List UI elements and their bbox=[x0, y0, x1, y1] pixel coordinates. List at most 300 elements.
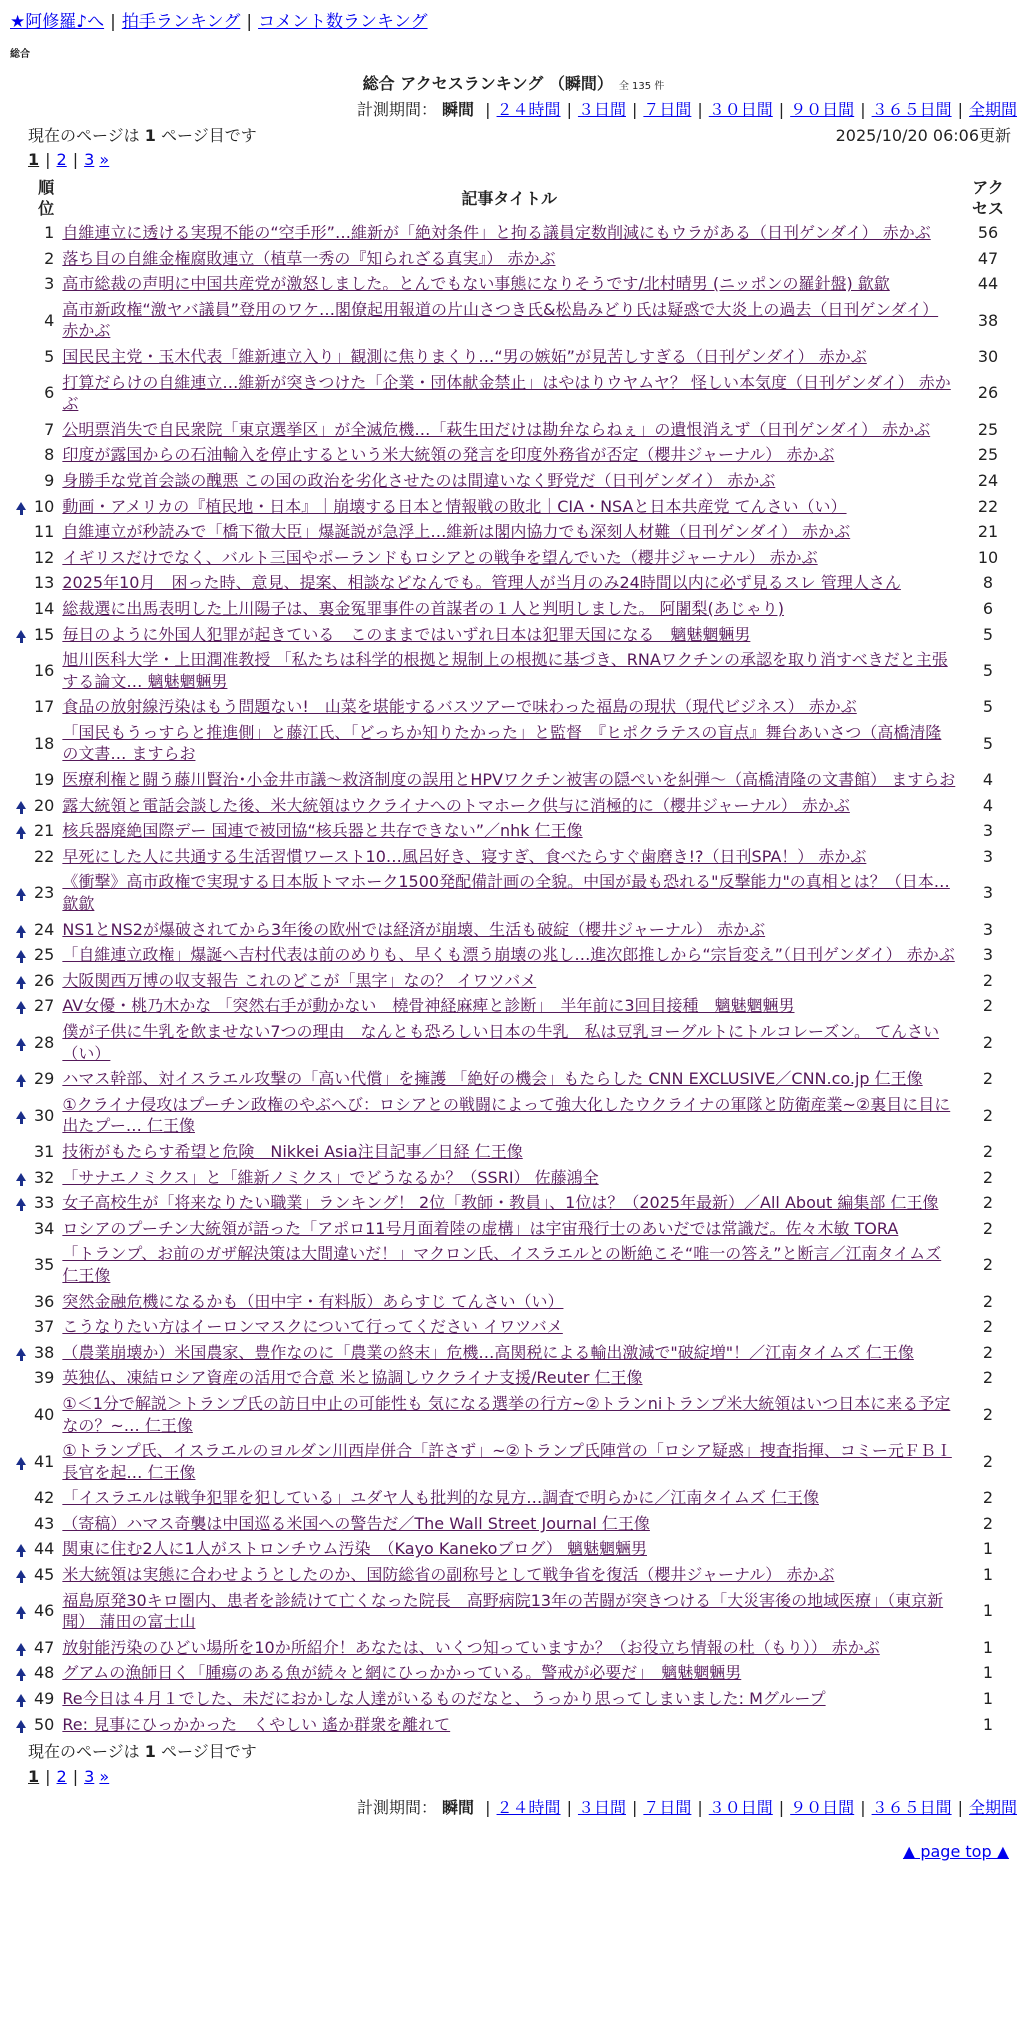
table-row bbox=[10, 442, 1018, 468]
article-title-link[interactable]: 総裁選に出馬表明した上川陽子は、裏金冤罪事件の首謀者の１人と判明しました。 阿闍梨(あじゃり) bbox=[62, 598, 784, 618]
rank-change-cell bbox=[10, 417, 32, 443]
period-links bbox=[479, 1798, 1017, 1817]
article-title-link[interactable]: 「イスラエルは戦争犯罪を犯している」ユダヤ人も批判的な見方…調査で明らかに／江南タイムズ 仁王像 bbox=[62, 1488, 819, 1508]
article-title-link[interactable]: 大阪関西万博の収支報告 これのどこが「黒字」なの？ イワツバメ bbox=[62, 970, 537, 990]
article-title-cell bbox=[60, 1391, 958, 1438]
rank-change-cell bbox=[10, 793, 32, 819]
rank-change-cell bbox=[10, 519, 32, 545]
table-row bbox=[10, 1190, 1018, 1216]
rank-change-cell bbox=[10, 1511, 32, 1537]
rank-number: 19 bbox=[34, 770, 55, 790]
article-title-cell bbox=[60, 942, 958, 968]
rank-change-cell bbox=[10, 1092, 32, 1139]
article-title-link[interactable]: 打算だらけの自維連立…維新が突きつけた「企業・団体献金禁止」はやはりウヤムヤ？ 怪しい本気度（日刊ゲンダイ） 赤かぶ bbox=[62, 372, 951, 414]
table-row bbox=[10, 1588, 1018, 1635]
article-title-cell bbox=[60, 1365, 958, 1391]
article-title-cell bbox=[60, 647, 958, 694]
period-link[interactable]: ３６５日間 bbox=[871, 1798, 952, 1818]
access-count: 8 bbox=[982, 573, 994, 593]
article-title-link[interactable]: イギリスだけでなく、バルト三国やポーランドもロシアとの戦争を望んでいた（櫻井ジャーナル） 赤かぶ bbox=[62, 547, 818, 567]
rank-change-cell bbox=[10, 622, 32, 648]
table-row bbox=[10, 1365, 1018, 1391]
rank-number: 43 bbox=[34, 1513, 55, 1533]
article-title-cell bbox=[60, 968, 958, 994]
access-count: 2 bbox=[982, 1488, 994, 1508]
table-row bbox=[10, 1216, 1018, 1242]
rank-number: 2 bbox=[44, 248, 55, 268]
article-title-cell bbox=[60, 468, 958, 494]
article-title-cell bbox=[60, 767, 958, 793]
arrow-up-icon bbox=[16, 1668, 26, 1676]
access-count: 2 bbox=[982, 970, 994, 990]
article-title-cell bbox=[60, 694, 958, 720]
article-title-link[interactable]: 国民民主党・玉木代表「維新連立入り」観測に焦りまくり…“男の嫉妬”が見苦しすぎる（日刊ゲンダイ） 赤かぶ bbox=[62, 346, 867, 366]
access-count: 24 bbox=[977, 470, 999, 490]
page-indicator-bottom bbox=[28, 1741, 257, 1763]
article-title-link[interactable]: 自維連立に透ける実現不能の“空手形”…維新が「絶対条件」と拘る議員定数削減にもウラがある（日刊ゲンダイ） 赤かぶ bbox=[62, 223, 931, 242]
updated-time: 2025/10/20 06:06更新 bbox=[835, 125, 1011, 145]
arrow-up-icon bbox=[16, 1570, 26, 1578]
article-title-link[interactable]: 核兵器廃絶国際デー 国連で被団協“核兵器と共存できない”／nhk 仁王像 bbox=[62, 821, 583, 841]
access-count: 3 bbox=[982, 883, 994, 903]
rank-number: 12 bbox=[34, 547, 55, 567]
access-count: 3 bbox=[982, 945, 994, 965]
article-title-cell bbox=[60, 246, 958, 272]
rank-number: 11 bbox=[34, 522, 55, 542]
total-count: 全 135 件 bbox=[618, 81, 665, 93]
rank-number: 33 bbox=[34, 1193, 55, 1213]
pager-bottom bbox=[10, 1766, 1017, 1788]
rank-number: 25 bbox=[34, 945, 55, 965]
article-title-cell bbox=[60, 1562, 958, 1588]
article-title-cell bbox=[60, 1314, 958, 1340]
applause-ranking-link[interactable]: 拍手ランキング bbox=[121, 12, 241, 32]
table-row bbox=[10, 1314, 1018, 1340]
period-link[interactable]: ２４時間 bbox=[496, 1798, 561, 1818]
article-title-link[interactable]: 高市新政権“激ヤバ議員”登用のワケ…閣僚起用報道の片山さつき氏&松島みどり氏は疑惑で大炎上の過去（日刊ゲンダイ） 赤かぶ bbox=[62, 299, 939, 341]
table-row bbox=[10, 1712, 1018, 1738]
rank-number: 15 bbox=[34, 624, 55, 644]
period-label: 計測期間： bbox=[356, 1798, 437, 1818]
pager-link[interactable]: 2 bbox=[56, 1766, 67, 1786]
rank-change-cell bbox=[10, 1438, 32, 1485]
rank-change-cell bbox=[10, 596, 32, 622]
article-title-cell bbox=[60, 370, 958, 417]
article-title-cell bbox=[60, 545, 958, 571]
article-title-cell bbox=[60, 570, 958, 596]
rank-number: 35 bbox=[34, 1255, 55, 1275]
article-title-cell bbox=[60, 793, 958, 819]
rank-number: 45 bbox=[34, 1565, 55, 1585]
arrow-up-icon bbox=[16, 1544, 26, 1552]
arrow-up-icon bbox=[16, 1348, 26, 1356]
article-title-link[interactable]: Re今日は４月１でした、未だにおかしな人達がいるものだなと、うっかり思ってしまいました: Mグループ bbox=[62, 1689, 826, 1709]
table-row bbox=[10, 818, 1018, 844]
article-title-cell bbox=[60, 519, 958, 545]
article-title-link[interactable]: 「自維連立政権」爆誕へ吉村代表は前のめりも、早くも漂う崩壊の兆し…進次郎推しから“宗旨変え”（日刊ゲンダイ） 赤かぶ bbox=[62, 945, 955, 965]
table-row bbox=[10, 1241, 1018, 1288]
period-link[interactable]: ７日間 bbox=[643, 100, 692, 120]
period-current: 瞬間 bbox=[442, 1798, 475, 1818]
table-row bbox=[10, 647, 1018, 694]
article-title-cell bbox=[60, 1066, 958, 1092]
article-title-link[interactable]: 女子高校生が「将来なりたい職業」ランキング！ 2位「教師・教員」、1位は？（2025年最新）／All About 編集部 仁王像 bbox=[62, 1193, 939, 1213]
table-row bbox=[10, 1019, 1018, 1066]
access-count: 2 bbox=[982, 1032, 994, 1052]
table-row bbox=[10, 767, 1018, 793]
pager-current: 1 bbox=[28, 150, 40, 170]
article-title-cell bbox=[60, 220, 958, 246]
period-separator: | bbox=[957, 100, 963, 120]
rank-change-cell bbox=[10, 1019, 32, 1066]
arrow-up-icon bbox=[16, 1694, 26, 1702]
arrow-up-icon bbox=[16, 1643, 26, 1651]
article-title-cell bbox=[60, 596, 958, 622]
article-title-cell bbox=[60, 1712, 958, 1738]
access-count: 2 bbox=[982, 1105, 994, 1125]
rank-change-cell bbox=[10, 968, 32, 994]
page-suffix: ページ目です bbox=[161, 125, 257, 145]
period-link[interactable]: 全期間 bbox=[968, 100, 1017, 120]
article-title-cell bbox=[60, 1438, 958, 1485]
pager-current: 1 bbox=[28, 1766, 40, 1786]
rank-change-cell bbox=[10, 1066, 32, 1092]
access-count: 2 bbox=[982, 1404, 994, 1424]
bottom-block bbox=[10, 1741, 1017, 1862]
article-title-cell bbox=[60, 1588, 958, 1635]
rank-number: 13 bbox=[34, 573, 55, 593]
article-title-link[interactable]: 関東に住む2人に1人がストロンチウム汚染 （Kayo Kanekoブログ） 魑魅魍魎男 bbox=[62, 1539, 647, 1559]
article-title-cell bbox=[60, 1289, 958, 1315]
article-title-link[interactable]: 落ち目の自維金権腐敗連立（植草一秀の『知られざる真実』） 赤かぶ bbox=[62, 248, 556, 268]
rank-number: 9 bbox=[44, 470, 55, 490]
arrow-up-icon bbox=[16, 888, 26, 896]
rank-number: 28 bbox=[34, 1032, 55, 1052]
page-title bbox=[10, 73, 1017, 95]
table-row bbox=[10, 220, 1018, 246]
table-row bbox=[10, 968, 1018, 994]
page-top bbox=[10, 1841, 1017, 1863]
rank-change-cell bbox=[10, 344, 32, 370]
article-title-cell bbox=[60, 1165, 958, 1191]
rank-number: 30 bbox=[34, 1105, 55, 1125]
article-title-link[interactable]: 「トランプ、お前のガザ解決策は大間違いだ！」マクロン氏、イスラエルとの断絶こそ“唯一の答え”と断言／江南タイムズ 仁王像 bbox=[62, 1244, 942, 1285]
article-title-cell bbox=[60, 271, 958, 297]
comment-ranking-link[interactable]: コメント数ランキング bbox=[258, 12, 428, 32]
rank-number: 16 bbox=[34, 660, 55, 680]
table-row bbox=[10, 1391, 1018, 1438]
access-count: 2 bbox=[982, 1451, 994, 1471]
article-title-link[interactable]: ロシアのプーチン大統領が語った「アポロ11号月面着陸の虚構」は宇宙飛行士のあいだでは常識だ。佐々木敏 TORA bbox=[62, 1218, 899, 1238]
article-title-link[interactable]: 食品の放射線汚染はもう問題ない! 山菜を堪能するバスツアーで味わった福島の現状（現代ビジネス） 赤かぶ bbox=[62, 697, 857, 717]
access-count: 2 bbox=[982, 1218, 994, 1238]
article-title-link[interactable]: 医療利権と闘う藤川賢治･小金井市議～救済制度の誤用とHPVワクチン被害の隠ぺいを糾弾～（高橋清隆の文書館） ますらお bbox=[62, 770, 956, 790]
nav-separator: | bbox=[246, 12, 253, 32]
rank-change-cell bbox=[10, 1216, 32, 1242]
access-count: 3 bbox=[982, 919, 994, 939]
rank-number: 48 bbox=[34, 1663, 55, 1683]
rank-change-cell bbox=[10, 1190, 32, 1216]
rank-number: 42 bbox=[34, 1488, 55, 1508]
rank-number: 21 bbox=[34, 821, 55, 841]
period-separator: | bbox=[485, 1798, 491, 1818]
period-selector-top bbox=[10, 99, 1017, 121]
article-title-link[interactable]: 身勝手な党首会談の醜悪 この国の政治を劣化させたのは間違いなく野党だ（日刊ゲンダイ） 赤かぶ bbox=[62, 470, 776, 490]
article-title-cell bbox=[60, 869, 958, 916]
rank-number: 1 bbox=[44, 223, 55, 242]
rank-change-cell bbox=[10, 1536, 32, 1562]
rank-change-cell bbox=[10, 442, 32, 468]
article-title-link[interactable]: 印度が露国からの石油輸入を停止するという米大統領の発言を印度外務省が否定（櫻井ジャーナル） 赤かぶ bbox=[62, 445, 835, 465]
rank-change-cell bbox=[10, 869, 32, 916]
article-title-link[interactable]: 「国民もうっすらと推進側」と藤江氏、「どっちか知りたかった」と監督 『ヒポクラテスの盲点』舞台あいさつ（高橋清隆の文書… ますらお bbox=[62, 722, 942, 764]
table-row bbox=[10, 1562, 1018, 1588]
rank-number: 29 bbox=[34, 1069, 55, 1089]
table-row bbox=[10, 468, 1018, 494]
article-title-cell bbox=[60, 1241, 958, 1288]
rank-number: 3 bbox=[44, 274, 55, 294]
pager-next[interactable]: » bbox=[99, 1766, 110, 1786]
period-link[interactable]: ９０日間 bbox=[790, 1798, 855, 1818]
access-count: 1 bbox=[982, 1539, 994, 1559]
rank-number: 26 bbox=[34, 970, 55, 990]
period-link[interactable]: 全期間 bbox=[968, 1798, 1017, 1818]
article-title-link[interactable]: 米大統領は実態に合わせようとしたのか、国防総省の副称号として戦争省を復活（櫻井ジャーナル） 赤かぶ bbox=[62, 1565, 835, 1585]
access-count: 2 bbox=[982, 1141, 994, 1161]
rank-change-cell bbox=[10, 220, 32, 246]
article-title-link[interactable]: 放射能汚染のひどい場所を10か所紹介！あなたは、いくつ知っていますか？（お役立ち情報の杜（もり）） 赤かぶ bbox=[62, 1637, 880, 1657]
article-title-link[interactable]: 2025年10月 困った時、意見、提案、相談などなんでも。管理人が当月のみ24時間以内に必ず見るスレ 管理人さん bbox=[62, 573, 901, 593]
pager-link[interactable]: 3 bbox=[84, 150, 95, 170]
nav-separator: | bbox=[110, 12, 116, 32]
article-title-link[interactable]: 旭川医科大学・上田潤准教授 「私たちは科学的根拠と規制上の根拠に基づき、RNAワクチンの承認を取り消すべきだと主張する論文… 魑魅魍魎男 bbox=[62, 650, 948, 691]
article-title-cell bbox=[60, 344, 958, 370]
article-title-link[interactable]: 露大統領と電話会談した後、米大統領はウクライナへのトマホーク供与に消極的に（櫻井ジャーナル） 赤かぶ bbox=[62, 795, 850, 815]
article-title-link[interactable]: AV女優・桃乃木かな 「突然右手が動かない 橈骨神経麻痺と診断」 半年前に3回目接種 魑魅魍魎男 bbox=[62, 996, 795, 1016]
table-row bbox=[10, 1438, 1018, 1485]
article-title-link[interactable]: 毎日のように外国人犯罪が起きている このままではいずれ日本は犯罪天国になる 魑魅魍魎男 bbox=[62, 624, 751, 644]
article-title-link[interactable]: 公明票消失で自民衆院「東京選挙区」が全滅危機…「萩生田だけは勘弁ならねぇ」の遺恨消えず（日刊ゲンダイ） 赤かぶ bbox=[62, 419, 931, 439]
period-link[interactable]: ３６５日間 bbox=[871, 100, 952, 120]
page-suffix: ページ目です bbox=[161, 1742, 257, 1762]
home-link[interactable]: ★阿修羅♪へ bbox=[10, 12, 105, 32]
period-separator: | bbox=[566, 100, 572, 120]
access-count: 2 bbox=[982, 1291, 994, 1311]
rank-number: 20 bbox=[34, 795, 55, 815]
table-row bbox=[10, 942, 1018, 968]
rank-number: 39 bbox=[34, 1368, 55, 1388]
ranking-title: 総合 アクセスランキング （瞬間） bbox=[362, 74, 613, 94]
article-title-cell bbox=[60, 993, 958, 1019]
table-row bbox=[10, 1139, 1018, 1165]
period-selector-bottom bbox=[10, 1797, 1017, 1819]
period-separator: | bbox=[697, 100, 703, 120]
access-count: 44 bbox=[977, 274, 999, 294]
rank-header: 順位 bbox=[38, 177, 55, 219]
access-count: 2 bbox=[982, 1255, 994, 1275]
arrow-up-icon bbox=[16, 1457, 26, 1465]
pager-separator: | bbox=[72, 1766, 79, 1786]
table-row bbox=[10, 993, 1018, 1019]
article-title-link[interactable]: 僕が子供に牛乳を飲ませない7つの理由 なんとも恐ろしい日本の牛乳 私は豆乳ヨーグルトにトルコレーズン。 てんさい（い） bbox=[62, 1022, 940, 1063]
table-row bbox=[10, 1165, 1018, 1191]
article-title-cell bbox=[60, 1019, 958, 1066]
page-indicator bbox=[28, 125, 257, 147]
rank-change-cell bbox=[10, 1686, 32, 1712]
page-number: 1 bbox=[144, 125, 156, 145]
article-title-cell bbox=[60, 1660, 958, 1686]
access-count: 47 bbox=[977, 248, 999, 268]
ranking-table bbox=[10, 177, 1018, 1737]
article-title-cell bbox=[60, 1686, 958, 1712]
rank-number: 31 bbox=[34, 1141, 55, 1161]
table-row bbox=[10, 720, 1018, 767]
article-title-link[interactable]: 英独仏、凍結ロシア資産の活用で合意 米と協調しウクライナ支援/Reuter 仁王像 bbox=[62, 1368, 643, 1388]
access-count: 2 bbox=[982, 1317, 994, 1337]
rank-change-cell bbox=[10, 297, 32, 344]
access-count: 1 bbox=[982, 1601, 994, 1621]
table-row bbox=[10, 622, 1018, 648]
article-title-link[interactable]: NS1とNS2が爆破されてから3年後の欧州では経済が崩壊、生活も破綻（櫻井ジャーナル） 赤かぶ bbox=[62, 919, 766, 939]
period-link[interactable]: ９０日間 bbox=[790, 100, 855, 120]
article-title-link[interactable]: 技術がもたらす希望と危険 Nikkei Asia注目記事／日経 仁王像 bbox=[62, 1141, 523, 1161]
table-row bbox=[10, 596, 1018, 622]
table-header bbox=[10, 177, 1018, 220]
table-row bbox=[10, 1066, 1018, 1092]
table-row bbox=[10, 1485, 1018, 1511]
article-title-link[interactable]: （農業崩壊か）米国農家、豊作なのに「農業の終末」危機…高関税による輸出激減で"破綻増"！／江南タイムズ 仁王像 bbox=[62, 1342, 914, 1362]
rank-number: 50 bbox=[34, 1714, 55, 1734]
rank-change-cell bbox=[10, 1340, 32, 1366]
access-count: 30 bbox=[977, 346, 999, 366]
table-row bbox=[10, 694, 1018, 720]
arrow-up-icon bbox=[16, 1720, 26, 1728]
period-current: 瞬間 bbox=[442, 100, 475, 120]
rank-number: 47 bbox=[34, 1637, 55, 1657]
rank-change-cell bbox=[10, 1314, 32, 1340]
article-title-link[interactable]: 福島原発30キロ圏内、患者を診続けて亡くなった院長 高野病院13年の苦闘が突きつける「大災害後の地域医療」（東京新聞） 蒲田の富士山 bbox=[62, 1590, 944, 1632]
table-row bbox=[10, 271, 1018, 297]
article-title-cell bbox=[60, 1216, 958, 1242]
table-row bbox=[10, 246, 1018, 272]
access-count: 1 bbox=[982, 1637, 994, 1657]
period-separator: | bbox=[778, 1798, 785, 1818]
rank-number: 41 bbox=[34, 1451, 55, 1471]
page-top-link[interactable]: ▲ page top ▲ bbox=[902, 1842, 1009, 1861]
rank-number: 23 bbox=[34, 883, 55, 903]
table-row bbox=[10, 519, 1018, 545]
arrow-up-icon bbox=[16, 1606, 26, 1614]
article-title-link[interactable]: ハマス幹部、対イスラエル攻撃の「高い代償」を擁護 「絶好の機会」もたらした CNN EXCLUSIVE／CNN.co.jp 仁王像 bbox=[62, 1069, 923, 1089]
table-row bbox=[10, 869, 1018, 916]
article-title-link[interactable]: ①トランプ氏、イスラエルのヨルダン川西岸併合「許さず」~②トランプ氏陣営の「ロシア疑惑」捜査指揮、コミー元ＦＢＩ長官を起… 仁王像 bbox=[62, 1441, 952, 1482]
table-row bbox=[10, 1660, 1018, 1686]
pager-link[interactable]: 2 bbox=[56, 150, 67, 170]
article-title-link[interactable]: ①クライナ侵攻はプーチン政権のやぶへび：ロシアとの戦闘によって強大化したウクライナの軍隊と防衛産業~②裏目に目に出たプー… 仁王像 bbox=[62, 1094, 951, 1136]
period-link[interactable]: ３０日間 bbox=[708, 1798, 773, 1818]
pager-link[interactable]: 3 bbox=[84, 1766, 95, 1786]
rank-number: 49 bbox=[34, 1689, 55, 1709]
table-row bbox=[10, 1511, 1018, 1537]
rank-change-cell bbox=[10, 1562, 32, 1588]
article-title-link[interactable]: 早死にした人に共通する生活習慣ワースト10…風呂好き、寝すぎ、食べたらすぐ歯磨き!?（日刊SPA！） 赤かぶ bbox=[62, 846, 867, 866]
period-label: 計測期間： bbox=[356, 100, 437, 120]
article-title-link[interactable]: 「サナエノミクス」と「維新ノミクス」でどうなるか？（SSRI） 佐藤鴻全 bbox=[62, 1167, 599, 1187]
rank-number: 40 bbox=[34, 1404, 55, 1424]
rank-number: 6 bbox=[44, 383, 55, 403]
rank-number: 22 bbox=[34, 846, 55, 866]
table-row bbox=[10, 494, 1018, 520]
article-title-link[interactable]: 動画・アメリカの『植民地・日本』｜崩壊する日本と情報戦の敗北｜CIA・NSAと日本共産党 てんさい（い） bbox=[62, 496, 847, 516]
table-row bbox=[10, 1289, 1018, 1315]
rank-change-cell bbox=[10, 767, 32, 793]
period-separator: | bbox=[860, 100, 866, 120]
table-row bbox=[10, 844, 1018, 870]
arrow-up-icon bbox=[16, 502, 26, 510]
article-title-cell bbox=[60, 1139, 958, 1165]
access-count: 10 bbox=[977, 547, 999, 567]
article-title-link[interactable]: 《衝撃》高市政権で実現する日本版トマホーク1500発配備計画の全貌。中国が最も恐れる"反撃能力"の真相とは？（日本… 歙歙 bbox=[62, 872, 950, 914]
arrow-up-icon bbox=[16, 1074, 26, 1082]
table-row bbox=[10, 1635, 1018, 1661]
access-count: 25 bbox=[977, 445, 999, 465]
access-count: 21 bbox=[977, 522, 999, 542]
access-count: 5 bbox=[982, 624, 994, 644]
table-row bbox=[10, 1536, 1018, 1562]
arrow-up-icon bbox=[16, 1198, 26, 1206]
period-link[interactable]: ３０日間 bbox=[708, 100, 773, 120]
rank-number: 4 bbox=[44, 310, 55, 330]
access-count: 2 bbox=[982, 1193, 994, 1213]
period-link[interactable]: ２４時間 bbox=[496, 100, 561, 120]
article-title-link[interactable]: 突然金融危機になるかも（田中宇・有料版）あらすじ てんさい（い） bbox=[62, 1291, 564, 1311]
period-link[interactable]: ３日間 bbox=[577, 100, 626, 120]
rank-change-cell bbox=[10, 468, 32, 494]
table-row bbox=[10, 370, 1018, 417]
access-count: 2 bbox=[982, 1069, 994, 1089]
status-row-bottom bbox=[10, 1741, 1017, 1763]
title-header: 記事タイトル bbox=[461, 188, 558, 208]
article-title-link[interactable]: Re: 見事にひっかかった くやしい 遙か群衆を離れて bbox=[62, 1714, 451, 1734]
article-title-link[interactable]: ①＜1分で解説＞トランプ氏の訪日中止の可能性も 気になる選挙の行方~②トランniトランプ米大統領はいつ日本に来る予定なの？~… 仁王像 bbox=[62, 1393, 951, 1435]
rank-change-cell bbox=[10, 694, 32, 720]
rank-change-cell bbox=[10, 844, 32, 870]
rank-change-cell bbox=[10, 647, 32, 694]
status-row bbox=[10, 125, 1017, 147]
period-link[interactable]: ３日間 bbox=[577, 1798, 626, 1818]
rank-number: 36 bbox=[34, 1291, 55, 1311]
access-count: 5 bbox=[982, 733, 994, 753]
arrow-header bbox=[10, 177, 32, 220]
pager-next[interactable]: » bbox=[99, 150, 110, 170]
rank-change-cell bbox=[10, 271, 32, 297]
table-row bbox=[10, 1686, 1018, 1712]
rank-change-cell bbox=[10, 1635, 32, 1661]
article-title-cell bbox=[60, 1092, 958, 1139]
period-separator: | bbox=[631, 100, 638, 120]
article-title-link[interactable]: 高市総裁の声明に中国共産党が激怒しました。とんでもない事態になりそうです/北村晴男 (ニッポンの羅針盤) 歙歙 bbox=[62, 274, 890, 294]
article-title-link[interactable]: （寄稿）ハマス奇襲は中国巡る米国への警告だ／The Wall Street Journal 仁王像 bbox=[62, 1513, 650, 1533]
arrow-up-icon bbox=[16, 801, 26, 809]
article-title-link[interactable]: こうなりたい方はイーロンマスクについて行ってください イワツバメ bbox=[62, 1317, 563, 1337]
period-link[interactable]: ７日間 bbox=[643, 1798, 692, 1818]
rank-number: 24 bbox=[34, 919, 55, 939]
article-title-link[interactable]: グアムの漁師日く「腫瘍のある魚が続々と網にひっかかっている。警戒が必要だ」 魑魅魍魎男 bbox=[62, 1663, 742, 1683]
access-count: 1 bbox=[982, 1565, 994, 1585]
article-title-link[interactable]: 自維連立が秒読みで「橋下徹大臣」爆誕説が急浮上…維新は閣内協力でも深刻人材難（日刊ゲンダイ） 赤かぶ bbox=[62, 522, 851, 542]
pager-separator: | bbox=[45, 1766, 51, 1786]
arrow-up-icon bbox=[16, 630, 26, 638]
